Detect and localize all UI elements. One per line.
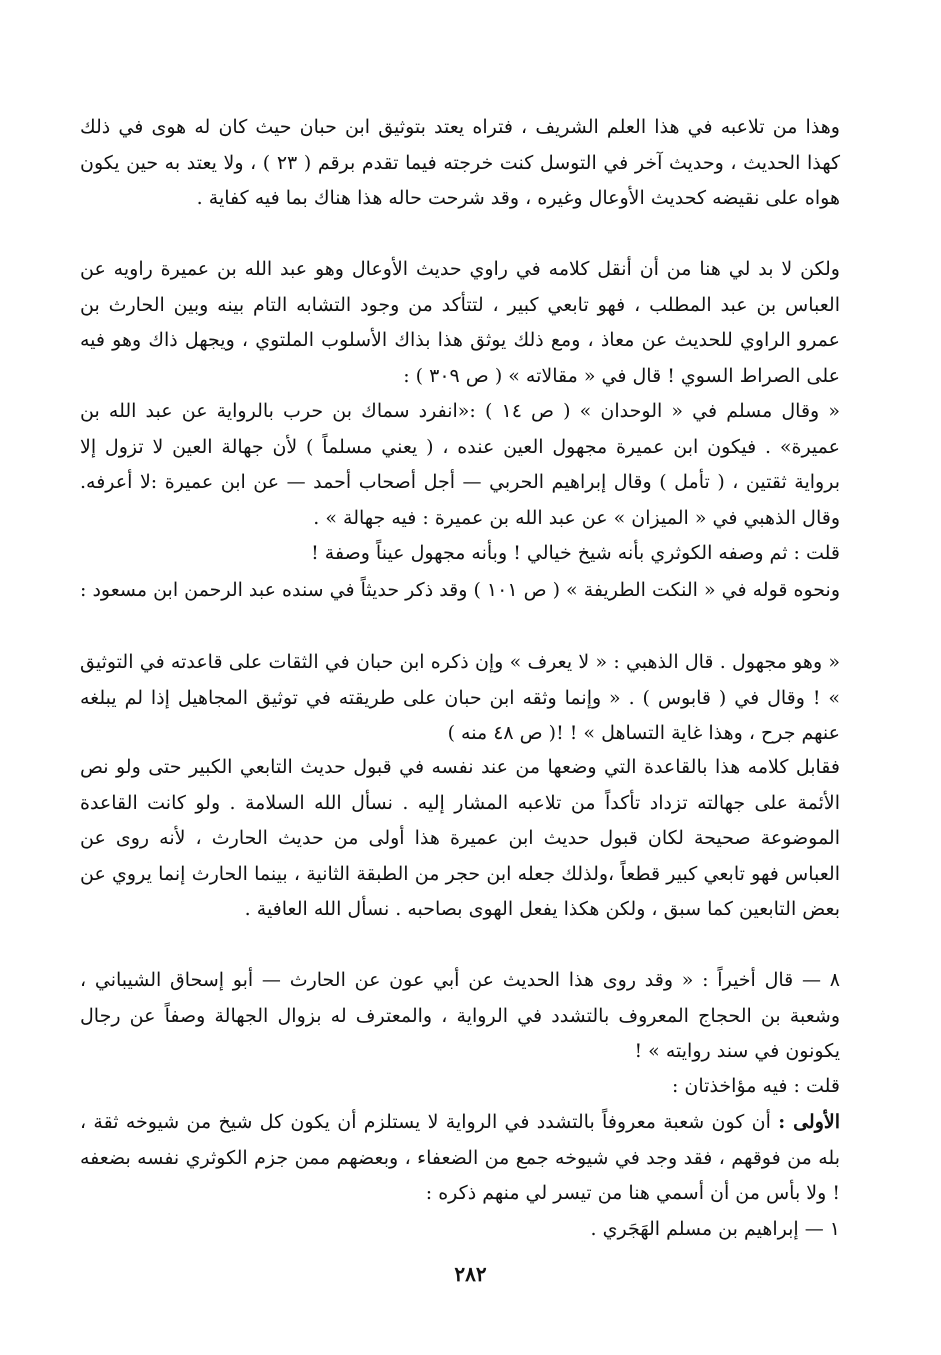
first-objection-text: أن كون شعبة معروفاً بالتشدد في الرواية لا يستلزم أن يكون كل شيخ من شيوخه ثقة ، بله من فوقهم ، فقد وجد في شيوخه جمع من الضعفاء ، وبعضهم ممن جزم الكوثري نفسه بضعفه ! ولا بأس من أن أسمي هنا من تيسر لي منهم ذكره : <box>80 1111 840 1204</box>
paragraph-first-objection <box>80 1105 840 1212</box>
paragraph-two-objections: قلت : فيه مؤاخذتان : <box>671 1075 840 1097</box>
paragraph-nukat-tarifa: ونحوه قوله في « النكت الطريفة » ( ص ١٠١ ) وقد ذكر حديثاً في سنده عبد الرحمن ابن مسعود : <box>80 579 840 601</box>
page-number: ٢٨٢ <box>454 1262 487 1286</box>
list-item-ibrahim-hajari: ١ — إبراهيم بن مسلم الهَجَري . <box>590 1218 840 1240</box>
first-objection-label: الأولى : <box>778 1111 840 1133</box>
paragraph-ibn-hibban-tawthiq: وهذا من تلاعبه في هذا العلم الشريف ، فتراه يعتد بتوثيق ابن حبان حيث كان له هوى في ذلك كهذا الحديث ، وحديث آخر في التوسل كنت خرجته فيما تقدم برقم ( ٢٣ ) ، ولا يعتد به حين يكون هواه على نقيضه كحديث الأوعال وغيره ، وقد شرحت حاله هذا هناك بما فيه كفاية . <box>80 116 840 209</box>
paragraph-abdullah-ibn-umayra: ولكن لا بد لي هنا من أن أنقل كلامه في راوي حديث الأوعال وهو عبد الله بن عميرة راويه عن العباس بن عبد المطلب ، فهو تابعي كبير ، لتتأكد من وجود التشابه التام بينه وبين الحارث بن عمرو الراوي للحديث عن معاذ ، ومع ذلك يوثق هذا بذاك الأسلوب الملتوي ، ويجهل ذاك وهو فيه على الصراط السوي ! قال في « مقالاته » ( ص ٣٠٩ ) : <box>80 258 840 387</box>
paragraph-muslim-wuhdan-quote: « وقال مسلم في « الوحدان » ( ص ١٤ ) :«انفرد سماك بن حرب بالرواية عن عبد الله بن عميرة» . فيكون ابن عميرة مجهول العين عنده ، ( يعني مسلماً ) لأن جهالة العين لا تزول إلا برواية ثقتين ، ( تأمل ) وقال إبراهيم الحربي — أجل أصحاب أحمد — عن ابن عميرة :لا أعرفه. وقال الذهبي في « الميزان » عن عبد الله بن عميرة : فيه جهالة » . <box>80 400 840 529</box>
paragraph-kawthari-description: قلت : ثم وصفه الكوثري بأنه شيخ خيالي ! وبأنه مجهول عيناً وصفة ! <box>311 542 840 564</box>
paragraph-point-eight: ٨ — قال أخيراً : « وقد روى هذا الحديث عن أبي عون عن الحارث — أبو إسحاق الشيباني ، وشعبة بن الحجاج المعروف بالتشدد في الرواية ، والمعترف له بزوال الجهالة وصفاً عن رجال يكونون في سند روايته » ! <box>80 969 840 1062</box>
paragraph-dhahabi-quote: « وهو مجهول . قال الذهبي : « لا يعرف » وإن ذكره ابن حبان في الثقات على قاعدته في التوثيق » ! وقال في ( قابوس ) . « وإنما وثقه ابن حبان على طريقته في توثيق المجاهيل إذا لم يبلغه عنهم جرح ، وهذا غاية التساهل » ! !( ص ٤٨ منه ) <box>80 651 841 744</box>
paragraph-compare-rule: فقابل كلامه هذا بالقاعدة التي وضعها من عند نفسه في قبول حديث التابعي الكبير حتى ولو نص الأئمة على جهالته تزداد تأكداً من تلاعبه المشار إليه . نسأل الله السلامة . ولو كانت القاعدة الموضوعة صحيحة لكان قبول حديث ابن عميرة هذا أولى من حديث الحارث ، لأنه روى عن العباس فهو تابعي كبير قطعاً ،ولذلك جعله ابن حجر من الطبقة الثانية ، بينما الحارث إنما يروي عن بعض التابعين كما سبق ، ولكن هكذا يفعل الهوى بصاحبه . نسأل الله العافية . <box>80 756 840 920</box>
